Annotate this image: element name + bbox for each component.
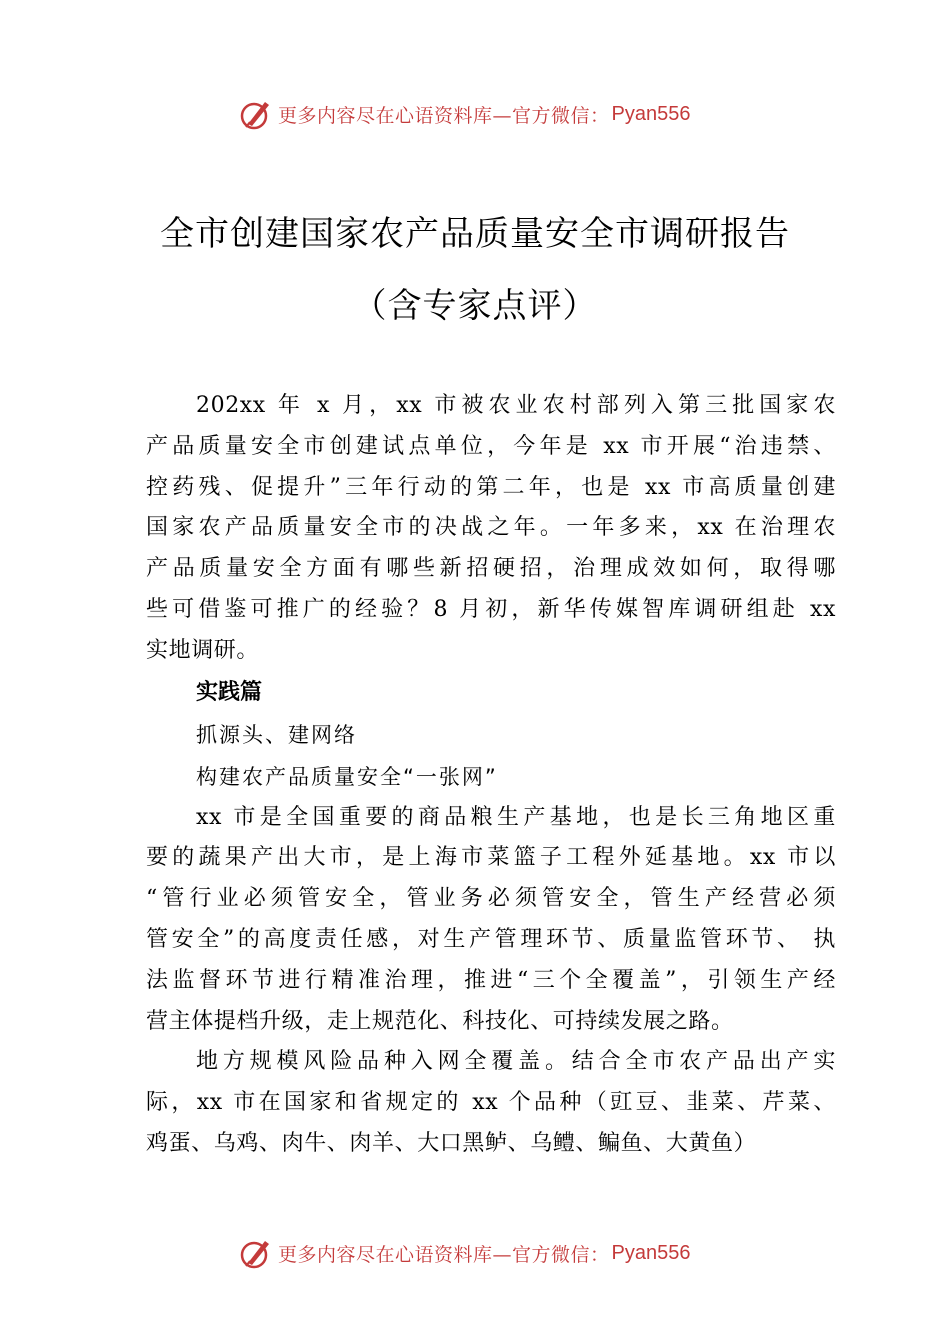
sub-heading: 抓源头、建网络 <box>196 722 357 747</box>
section-heading: 实践篇 <box>196 679 263 705</box>
text-line: 产品质量安全方面有哪些新招硬招，治理成效如何，取得哪 <box>146 556 836 582</box>
watermark-text: 更多内容尽在心语资料库—官方微信： <box>278 1243 610 1266</box>
text-line: 营主体提档升级，走上规范化、科技化、可持续发展之路。 <box>146 1008 734 1034</box>
text-line: 些可借鉴可推广的经验？8 月初，新华传媒智库调研组赴 xx <box>146 596 836 622</box>
watermark-footer <box>238 1233 738 1273</box>
text-line: 产品质量安全市创建试点单位，今年是 xx 市开展“治违禁、 <box>146 433 836 459</box>
paragraph-practice <box>146 798 836 1043</box>
text-line: 法监督环节进行精准治理，推进“三个全覆盖”，引领生产经 <box>146 967 836 993</box>
text-line: 202xx 年 x 月，xx 市被农业农村部列入第三批国家农 <box>196 393 836 418</box>
document-body <box>146 386 836 1165</box>
paragraph-coverage <box>146 1042 836 1164</box>
text-line: 实地调研。 <box>146 637 260 663</box>
text-line: 国家农产品质量安全市的决战之年。一年多来，xx 在治理农 <box>146 515 836 541</box>
text-line: 地方规模风险品种入网全覆盖。结合全市农产品出产实 <box>196 1049 836 1075</box>
paragraph-intro <box>146 386 836 672</box>
watermark-text: 更多内容尽在心语资料库—官方微信： <box>278 104 610 127</box>
watermark-account: Pyan556 <box>611 1241 691 1264</box>
document-title: 全市创建国家农产品质量安全市调研报告 <box>160 214 790 254</box>
watermark-account: Pyan556 <box>611 102 691 125</box>
watermark-header <box>238 94 738 134</box>
text-line: 管安全”的高度责任感，对生产管理环节、质量监管环节、 执 <box>146 926 836 952</box>
text-line: 控药残、促提升”三年行动的第二年，也是 xx 市高质量创建 <box>146 474 836 500</box>
quill-pen-icon <box>238 1235 274 1271</box>
text-line: 要的蔬果产出大市，是上海市菜篮子工程外延基地。xx 市以 <box>146 845 836 871</box>
text-line: “管行业必须管安全，管业务必须管安全，管生产经营必须 <box>146 886 836 912</box>
quill-pen-icon <box>238 96 274 132</box>
text-line: 际，xx 市在国家和省规定的 xx 个品种（豇豆、韭菜、芹菜、 <box>146 1090 836 1116</box>
text-line: xx 市是全国重要的商品粮生产基地，也是长三角地区重 <box>196 804 836 830</box>
sub-heading: 构建农产品质量安全“一张网” <box>196 764 498 789</box>
text-line: 鸡蛋、乌鸡、肉牛、肉羊、大口黑鲈、乌鳢、鳊鱼、大黄鱼） <box>146 1130 757 1156</box>
document-subtitle: （含专家点评） <box>352 286 598 326</box>
